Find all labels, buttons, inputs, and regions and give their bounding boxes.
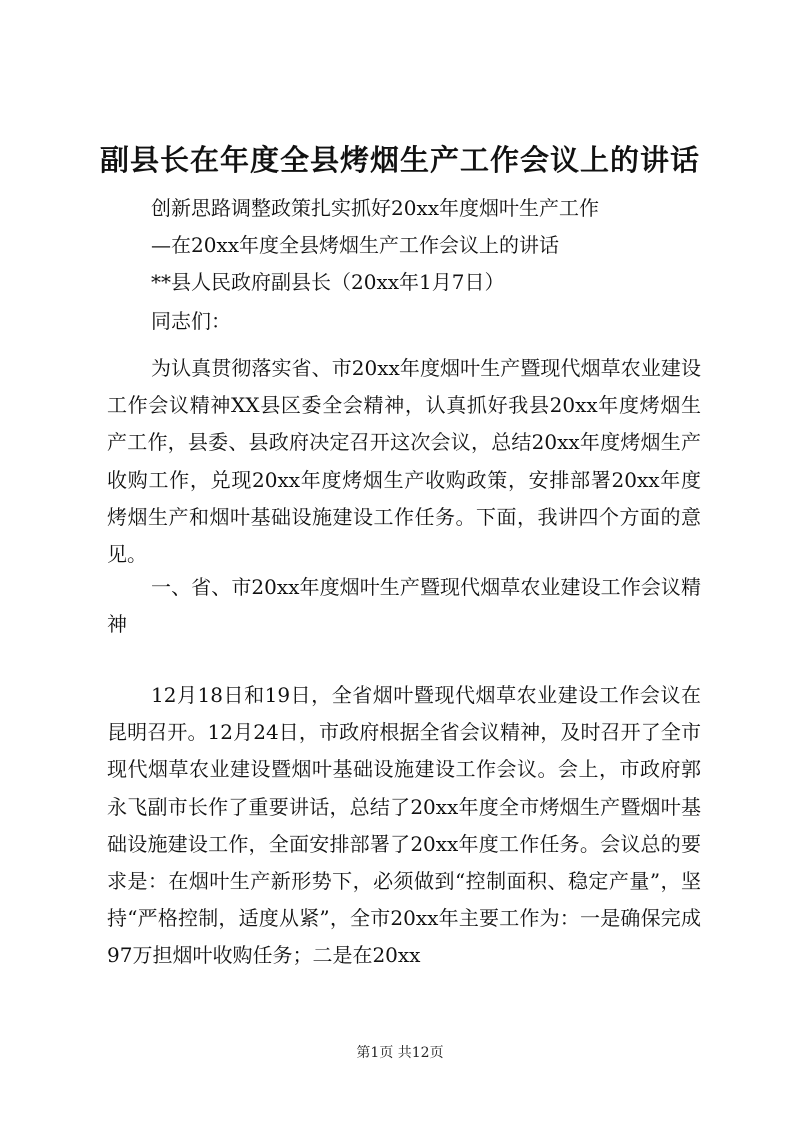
body-paragraph-intro: 为认真贯彻落实省、市20xx年度烟叶生产暨现代烟草农业建设工作会议精神XX县区委全会精神，认真抓好我县20xx年度烤烟生产工作，县委、县政府决定召开这次会议，总结20xx年度烤烟生产收购工作，兑现20xx年度烤烟生产收购政策，安排部署20xx年度烤烟生产和烟叶基础设施建设工作任务。下面，我讲四个方面的意见。 — [107, 356, 701, 567]
subtitle-line-1: 创新思路调整政策扎实抓好20xx年度烟叶生产工作 — [151, 196, 600, 220]
subtitle-line-2: —在20xx年度全县烤烟生产工作会议上的讲话 — [151, 233, 560, 257]
document-title: 副县长在年度全县烤烟生产工作会议上的讲话 — [99, 143, 700, 177]
page-footer: 第1页 共12页 — [356, 1045, 444, 1061]
body-paragraph-meeting: 12月18日和19日，全省烟叶暨现代烟草农业建设工作会议在昆明召开。12月24日，市政府根据全省会议精神，及时召开了全市现代烟草农业建设暨烟叶基础设施建设工作会议。会上，市政府郭永飞副市长作了重要讲话，总结了20xx年度全市烤烟生产暨烟叶基础设施建设工作，全面安排部署了20xx年度工作任务。会议总的要求是：在烟叶生产新形势下，必须做到“控制面积、稳定产量”，坚持“严格控制，适度从紧”，全市20xx年主要工作为：一是确保完成97万担烟叶收购任务；二是在20xx — [107, 683, 701, 968]
speaker-line: **县人民政府副县长（20xx年1月7日） — [151, 270, 505, 294]
salutation: 同志们： — [151, 309, 231, 333]
section-heading-1: 一、省、市20xx年度烟叶生产暨现代烟草农业建设工作会议精神 — [107, 575, 701, 637]
